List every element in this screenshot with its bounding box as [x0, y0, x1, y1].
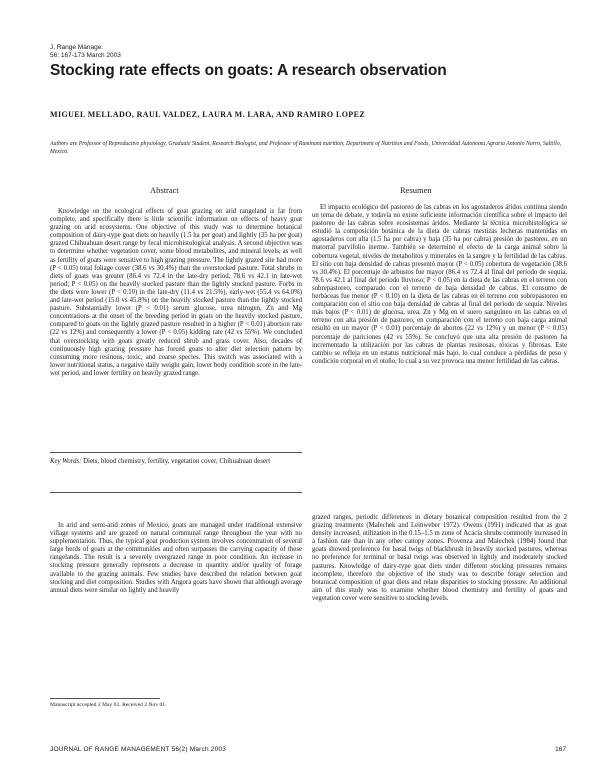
journal-reference [50, 44, 121, 60]
author-affiliation: Authors are Professor of Reproductive physiology, Graduate Student, Research Biologist, and Professor of Ruminant nutrition, Department of Nutrition and Foods, Universidad Autonoma Agraria Antonio Narro, Saltillo, Mexico. [50, 141, 562, 155]
intro-left-column [50, 522, 302, 595]
abstract-body [50, 208, 302, 378]
intro-paragraph-left: In arid and semi-arid zones of Mexico, goats are managed under traditional extensive village systems and are grazed on natural communal range throughout the year with no supplementation. Thus, the typical goat production system involves concentration of several large herds of goats at the communities and often surpasses the carrying capacity of these rangelands. The result is a severely overgrazed range in poor condition. An increase in stocking pressure generally represents a decrease in quantity and/or quality of forage available to the grazing animals. Few studies have described the relation between goat stocking and diet composition. Studies with Angora goats have shown that although average annual diets were similar on lightly and heavily [50, 522, 302, 594]
intro-right-column [312, 514, 567, 603]
keywords-top-rule [50, 452, 302, 453]
abstract-paragraph: Knowledge on the ecological effects of goat grazing on arid rangeland is far from complete, and specifically there is little scientific information on effects of heavy goat grazing on arid ecosystems. One objective of this study was to determine botanical composition of dairy-type goat diets on heavily (1.5 ha per goat) and lightly (35 ha per goat) grazed Chihuahuan desert range by fecal microhistological analysis. A second objective was to determine whether vegetation cover, some blood metabolites, and mineral levels, as well as fertility of goats were sensitive to high grazing pressure. The lightly grazed site had more (P < 0.05) total foliage cover (38.6 vs 30.4%) than the overstocked pasture. Total shrubs in diets of goats was greater (86.4 vs 72.4 in the late-dry period, 78.6 vs 42.1 in late-wet period; P < 0.05) on the heavily stocked pasture than the lightly stocked pasture. Forbs in the diets were lower (P < 0.10) in the late-dry (11.4 vs 21.5%), early-wet (55.4 vs 64.0%) and late-wet period (15.0 vs 45.8%) on the heavily stocked pasture than the lightly stocked pasture. Substantially lower (P < 0.01) serum glucose, urea nitrogen, Zn and Mg concentrations at the onset of the breeding period in goats on the heavily stocked pasture, compared to goats on the lightly grazed pasture resulted in a higher (P < 0.01) abortion rate (22 vs 12%) and consequently a lower (P < 0.05) kidding rate (42 vs 55%). We concluded that overstocking with goats greatly reduced shrub and grass cover. Also, decades of continuously high grazing pressure has forced goats to alter diet selection pattern by consuming more resinous, toxic, and coarse species. This switch was associated with a lower nutritional status, a negative daily weight gain, lower body condition score in the late-wet period, and lower fertility on heavily grazed range. [50, 208, 302, 377]
keywords-bottom-rule [50, 492, 302, 493]
key-words [50, 458, 302, 466]
author-list: MIGUEL MELLADO, RAUL VALDEZ, LAURA M. LARA, AND RAMIRO LOPEZ [50, 110, 366, 119]
key-words-label: Key Words: [50, 458, 82, 465]
abstract-heading: Abstract [150, 185, 179, 195]
resumen-body [312, 204, 567, 366]
resumen-heading: Resumen [400, 185, 432, 195]
journal-footer: JOURNAL OF RANGE MANAGEMENT 56(2) March 2003 [50, 746, 227, 753]
page-number: 167 [555, 746, 566, 753]
journal-reference-line2: 56: 167-173 March 2003 [50, 52, 121, 59]
intro-paragraph-right: grazed ranges, periodic differences in dietary botanical composition resulted from the 2 grazing treatments (Malechek and Leinweber 1972). Owens (1991) indicated that as goat density increased, utilization in the 0.15–1.5 m zone of Acacia shrubs commonly increased in a fashion rate than in any other canopy zones. Provenza and Malechek (1984) found that goats showed preference for basal twigs of blackbrush in heavily stocked pastures, whereas no preference for terminal or basal twigs was observed in lightly and moderately stocked pastures. Knowledge of dairy-type goat diets under different stocking pressures remains incomplete, therefore the objective of the study was to describe forage selection and botanical composition of goat diets and relate disparities to stocking pressure. An additional aim of this study was to examine whether blood chemistry and fertility of goats and vegetation cover were sensitive to stocking levels. [312, 514, 567, 602]
footnote-rule [50, 698, 160, 699]
paper-title: Stocking rate effects on goats: A research observation [50, 62, 447, 79]
key-words-text: Diets, blood chemistry, fertility, vegetation cover, Chihuahuan desert [83, 458, 271, 465]
journal-reference-line1: J. Range Manage. [50, 44, 104, 51]
resumen-paragraph: El impacto ecológico del pastoreo de las cabras en los agostaderos áridos continua siendo un tema de debate, y todavía no existe suficiente información científica sobre el impacto del pastoreo de las cabras sobre ecosistemas áridos. Mediante la técnica microhistológica se estudió la composición botánica de la dieta de cabras mestizas lecheras mantenidas en agostaderos con alta (1.5 ha por cabra) y baja (35 ha por cabra) presión de pastoreo, en un matorral parvifolio inerme. También se determinó el efecto de la carga animal sobre la cobertura vegetal, niveles de metabolitos y minerales en la sangre y la fertilidad de las cabras. El sitio con baja densidad de cabras presentó mayor (P < 0.05) cobertura de vegetación (38.6 vs 30.4%). El porcentaje de arbustos fue mayor (86.4 vs 72.4 al final del período de sequía, 78.6 vs 42.1 al final del período lluvioso; P < 0.05) en la dieta de las cabras en el terreno con sobrepastoreo, comparado con el terreno de baja densidad de cabras. El consumo de herbáceas fue menor (P < 0.10) en la dieta de las cabras en el terreno con sobrepastoreo en comparación con el sitio con baja densidad de cabras al final del período de sequía. Niveles más bajos (P < 0.01) de glucosa, urea, Zn y Mg en el suero sanguíneo en las cabras en el terreno con alta presión de pastoreo, en comparación con el terreno con baja carga animal resultó en un mayor (P < 0.01) porcentaje de abortos (22 vs 12%) y un menor (P < 0.05) porcentaje de pariciones (42 vs 55%). Se concluyó que una alta presión de pastoreo ha incrementado la utilización por las cabras de plantas resinosas, tóxicas y fibrosas. Este cambio se refleja en un estatus nutricional más bajo, lo cual conduce a pérdidas de peso y condición corporal en el otoño, lo cual a su vez provoca una menor fertilidad de las cabras. [312, 204, 567, 365]
footnote: Manuscript accepted 2 May 02. Received 2 Nov 01. [50, 702, 167, 708]
